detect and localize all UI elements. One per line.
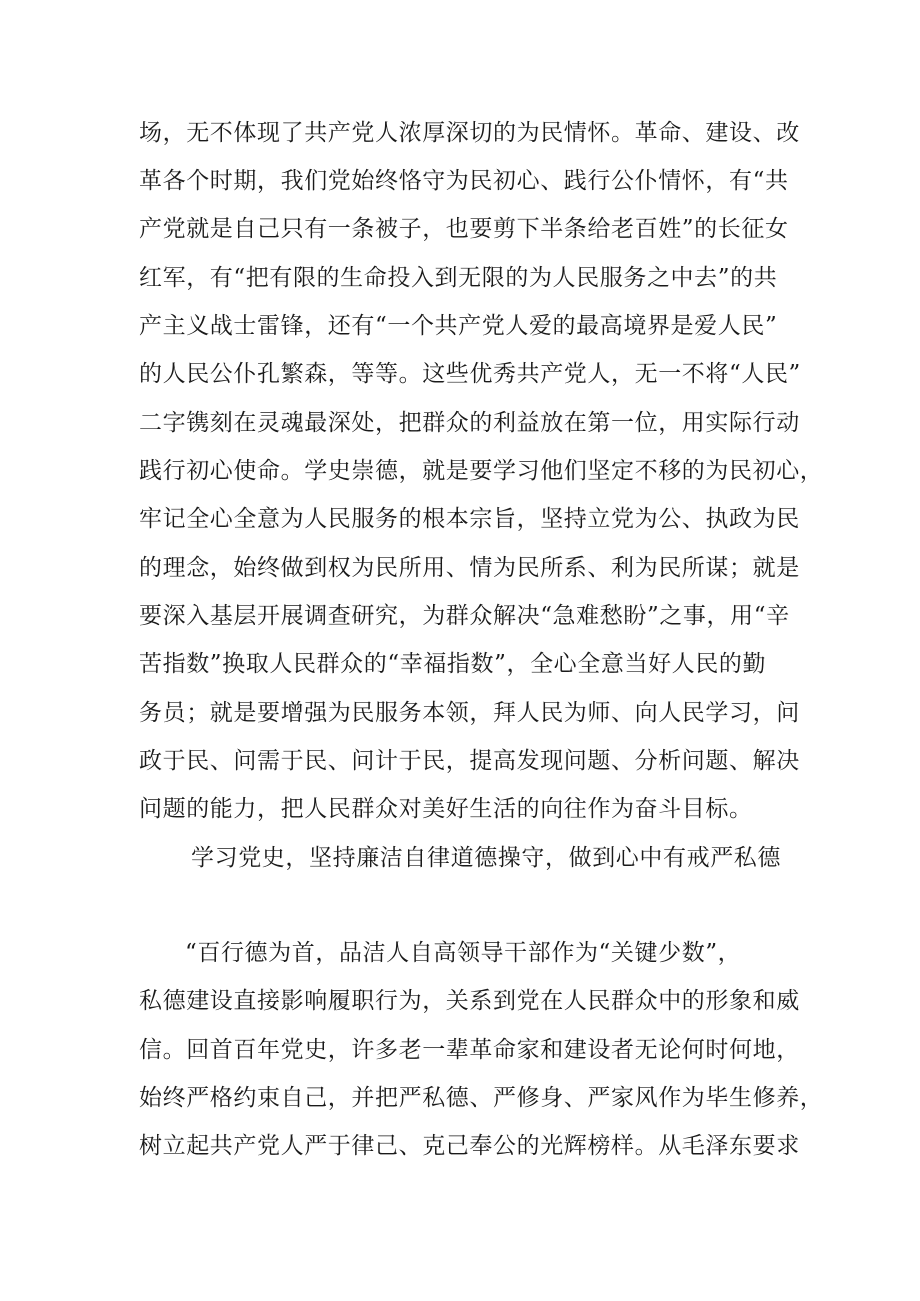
paragraph-1-line-4: 红军，有“把有限的生命投入到无限的为人民服务之中去”的共	[139, 265, 778, 291]
paragraph-1-line-6: 的人民公仆孔繁森，等等。这些优秀共产党人，无一不将“人民”	[139, 361, 801, 387]
paragraph-2-line-3: 信。回首百年党史，许多老一辈革命家和建设者无论何时何地，	[139, 1037, 800, 1063]
paragraph-2-line-5: 树立起共产党人严于律己、克己奉公的光辉榜样。从毛泽东要求	[139, 1133, 800, 1159]
paragraph-1-line-2: 革各个时期，我们党始终恪守为民初心、践行公仆情怀，有“共	[139, 168, 789, 194]
paragraph-1-line-13: 务员；就是要增强为民服务本领，拜人民为师、向人民学习，问	[139, 700, 800, 726]
paragraph-1-line-15: 问题的能力，把人民群众对美好生活的向往作为奋斗目标。	[139, 796, 753, 822]
paragraph-1-line-12: 苦指数”换取人民群众的“幸福指数”，全心全意当好人民的勤	[139, 651, 767, 677]
paragraph-1-line-7: 二字镌刻在灵魂最深处，把群众的利益放在第一位，用实际行动	[139, 410, 800, 436]
paragraph-1-line-9: 牢记全心全意为人民服务的根本宗旨，坚持立党为公、执政为民	[139, 506, 800, 532]
paragraph-2-line-1: “百行德为首，品洁人自高领导干部作为“关键少数”，	[185, 940, 742, 966]
paragraph-2-line-4: 始终严格约束自己，并把严私德、严修身、严家风作为毕生修养，	[139, 1085, 824, 1111]
paragraph-1-line-3: 产党就是自己只有一条被子，也要剪下半条给老百姓”的长征女	[139, 216, 789, 242]
section-heading: 学习党史，坚持廉洁自律道德操守，做到心中有戒严私德	[191, 845, 781, 871]
paragraph-1-line-14: 政于民、问需于民、问计于民，提高发现问题、分析问题、解决	[139, 748, 800, 774]
paragraph-1-line-1: 场，无不体现了共产党人浓厚深切的为民情怀。革命、建设、改	[139, 120, 800, 146]
paragraph-1-line-8: 践行初心使命。学史崇德，就是要学习他们坚定不移的为民初心，	[139, 458, 824, 484]
paragraph-1-line-10: 的理念，始终做到权为民所用、情为民所系、利为民所谋；就是	[139, 555, 800, 581]
paragraph-1-line-5: 产主义战士雷锋，还有“一个共产党人爱的最高境界是爱人民”	[139, 313, 778, 339]
paragraph-1-line-11: 要深入基层开展调查研究，为群众解决“急难愁盼”之事，用“辛	[139, 603, 790, 629]
paragraph-2-line-2: 私德建设直接影响履职行为，关系到党在人民群众中的形象和威	[139, 988, 800, 1014]
